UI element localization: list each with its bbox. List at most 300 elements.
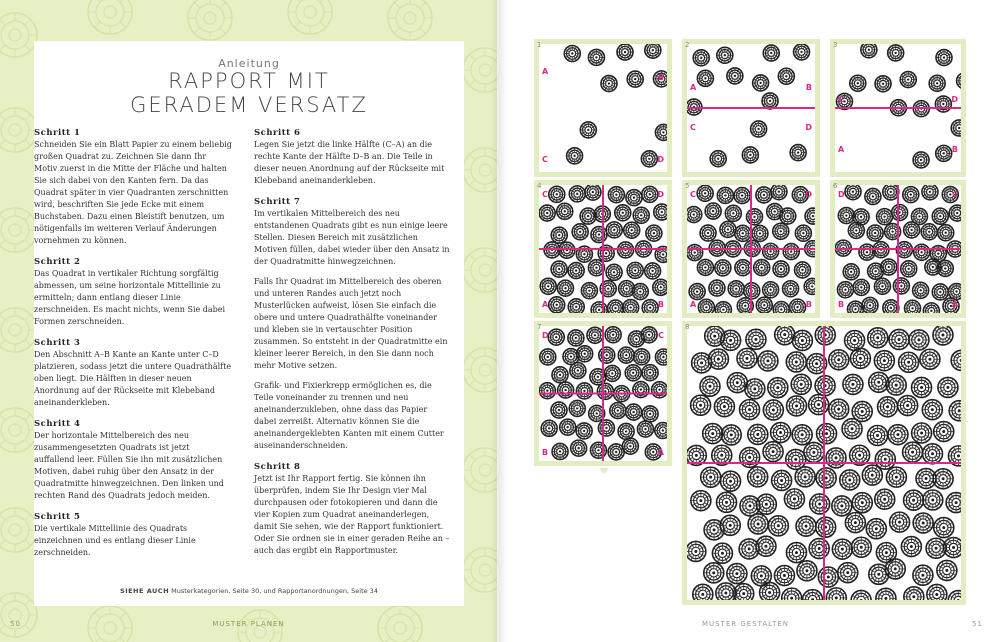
flower-motif — [845, 513, 865, 533]
flower-motif — [717, 47, 733, 63]
flower-motif — [625, 365, 641, 381]
flower-motif — [763, 442, 783, 462]
corner-label: A — [951, 300, 958, 309]
flower-motif — [900, 72, 916, 88]
step-text: Den Abschnitt A–B Kante an Kante unter C–D platzieren, sodass jetzt die untere Quadrathälfte oben liegt. Die Hälften in dieser neuen Anordnung auf der Rückseite mit Klebeband aneinanderkleben. — [34, 350, 232, 407]
corner-label: B — [805, 300, 812, 309]
flower-motif — [560, 419, 576, 435]
flower-motif — [712, 543, 732, 563]
step-text-2: Falls Ihr Quadrat im Mittelbereich des oberen und unteren Randes auch jetzt noch Musterlücken aufweist, lösen Sie einfach die obere und untere Quadrathälfte voneinander und kleben sie in vertauschter Position zusammen. So entsteht in der Quadratmitte ein kleiner leerer Bereich, in den Sie dann noch mehr Motive setzen. — [254, 277, 448, 370]
flower-motif — [714, 397, 734, 417]
instruction-card — [34, 41, 464, 606]
flower-motif — [949, 401, 961, 421]
flower-motif — [796, 516, 816, 536]
flower-motif — [645, 263, 661, 279]
flower-motif — [923, 303, 939, 313]
book-gutter — [490, 0, 508, 642]
flower-motif — [927, 584, 947, 600]
flower-motif — [901, 537, 921, 557]
flower-motif — [832, 539, 852, 559]
flower-motif — [618, 347, 634, 363]
flower-motif — [655, 349, 667, 365]
corner-label: D — [542, 331, 549, 340]
flower-motif — [817, 424, 837, 444]
flower-motif — [654, 204, 667, 220]
flower-motif — [598, 420, 614, 436]
step-text: Das Quadrat in vertikaler Richtung sorgfältig abmessen, um seine horizontale Mittellinie zu ermitteln; dann entlang dieser Linie zerschneiden. Es macht nichts, wenn Sie dabei Formen zerschneiden. — [34, 269, 226, 326]
flower-motif — [763, 400, 783, 420]
flower-motif — [704, 563, 724, 583]
flower-motif — [763, 243, 779, 259]
flower-motif — [936, 145, 952, 161]
flower-motif — [951, 350, 961, 370]
flower-motif — [847, 301, 863, 313]
corner-label: C — [690, 190, 696, 199]
flower-motif — [745, 379, 765, 399]
flower-motif — [569, 400, 585, 416]
flower-motif — [886, 375, 906, 395]
flower-motif — [567, 148, 583, 164]
step-number: 6 — [833, 182, 838, 190]
flower-motif — [746, 329, 766, 349]
right-page — [497, 0, 994, 642]
flower-motif — [874, 278, 890, 294]
flower-motif — [929, 75, 945, 91]
flower-motif — [805, 208, 815, 224]
flower-motif — [608, 300, 624, 313]
flower-motif — [818, 567, 838, 587]
flower-motif — [627, 71, 643, 87]
flower-motif — [845, 185, 861, 200]
flower-motif — [816, 468, 836, 488]
illustration-canvas — [539, 326, 667, 461]
flower-motif — [881, 259, 897, 275]
flower-motif — [932, 284, 948, 300]
flower-motif — [720, 221, 736, 237]
flower-motif — [913, 513, 933, 533]
flower-motif — [624, 222, 640, 238]
flower-motif — [715, 302, 731, 313]
flower-motif — [786, 543, 806, 563]
step-illustration-5 — [682, 180, 820, 318]
flower-motif — [774, 566, 794, 586]
flower-motif — [642, 300, 658, 313]
flower-motif — [710, 151, 726, 167]
flower-motif — [641, 151, 657, 167]
flower-motif — [784, 489, 804, 509]
flower-motif — [792, 330, 812, 350]
corner-label: C — [542, 155, 548, 164]
flower-motif — [752, 225, 768, 241]
flower-motif — [869, 372, 889, 392]
flower-motif — [734, 188, 750, 204]
flower-motif — [758, 351, 778, 371]
flower-motif — [850, 348, 870, 368]
pattern-svg — [539, 44, 667, 172]
flower-motif — [816, 517, 836, 537]
flower-motif — [627, 262, 643, 278]
step-2 — [34, 256, 232, 328]
flower-motif — [791, 374, 811, 394]
flower-motif — [740, 447, 760, 467]
flower-motif — [920, 349, 940, 369]
flower-motif — [773, 261, 789, 277]
flower-motif — [803, 590, 823, 600]
step-illustration-7 — [534, 321, 672, 466]
flower-motif — [904, 222, 920, 238]
flower-motif — [653, 279, 667, 295]
step-text-3: Grafik- und Fixierkrepp ermöglichen es, die Teile voneinander zu trennen und neu aneinanderzukleben, ohne dass das Papier dabei zerreißt. Alternativ können Sie die aneinandergeklebten Kanten mit einem Cutter auseinanderschneiden. — [254, 381, 444, 450]
flower-motif — [551, 261, 567, 277]
flower-motif — [837, 282, 853, 298]
step-illustration-1 — [534, 39, 672, 177]
step-text: Im vertikalen Mittelbereich des neu entstandenen Quadrats gibt es nun einige leere Stellen. Diesen Bereich mit zusätzlichen Motiven füllen, dabei wieder über den Ansatz in der Quadratmitte hinwegzeichnen. — [254, 209, 450, 266]
flower-motif — [734, 584, 754, 600]
flower-motif — [874, 351, 894, 371]
step-6 — [254, 127, 452, 187]
corner-label: A — [690, 83, 697, 92]
step-illustration-8 — [682, 321, 966, 605]
flower-motif — [642, 186, 658, 202]
step-text: Legen Sie jetzt die linke Hälfte (C–A) an die rechte Kante der Hälfte D–B an. Die Teile in dieser neuen Anordnung auf der Rückseite mit Klebeband aneinanderkleben. — [254, 140, 445, 185]
flower-motif — [909, 330, 929, 350]
step-text: Jetzt ist Ihr Rapport fertig. Sie können ihn überprüfen, indem Sie Ihr Design vier Mal durchpausen oder fotokopieren und dann die vier Kopien zum Quadrat aneinanderlegen, damit Sie sehen, wie der Rapport funktioniert. Oder Sie ordnen sie in einer geraden Reihe an – auch das ergibt ein Rapportmuster. — [254, 474, 450, 555]
corner-label: C — [658, 331, 664, 340]
flower-motif — [697, 70, 713, 86]
flower-motif — [838, 563, 858, 583]
corner-label: B — [657, 73, 664, 82]
flower-motif — [608, 187, 624, 203]
corner-label: D — [805, 190, 812, 199]
pattern-svg — [539, 185, 667, 313]
corner-label: B — [542, 448, 549, 457]
flower-motif — [763, 45, 779, 61]
flower-motif — [691, 395, 711, 415]
corner-label: A — [542, 300, 549, 309]
flower-motif — [923, 490, 943, 510]
flower-motif — [646, 225, 662, 241]
corner-label: D — [657, 190, 664, 199]
flower-motif — [876, 588, 896, 600]
flower-motif — [848, 222, 864, 238]
flower-motif — [742, 147, 758, 163]
flower-motif — [957, 73, 961, 89]
corner-label: A — [690, 300, 697, 309]
flower-motif — [868, 328, 888, 348]
step-number: 8 — [685, 323, 690, 331]
flower-motif — [888, 425, 908, 445]
flower-motif — [737, 348, 757, 368]
page-number-left: 50 — [10, 620, 21, 628]
flower-motif — [875, 489, 895, 509]
flower-motif — [687, 207, 702, 223]
flower-motif — [557, 203, 573, 219]
flower-motif — [934, 422, 954, 442]
page-number-right: 51 — [972, 620, 983, 628]
flower-motif — [922, 185, 938, 200]
flower-motif — [618, 423, 634, 439]
flower-motif — [938, 377, 958, 397]
flower-motif — [615, 205, 631, 221]
flower-motif — [747, 209, 763, 225]
flower-motif — [778, 68, 794, 84]
instructions-column-1 — [34, 127, 232, 568]
flower-motif — [901, 261, 917, 277]
flower-motif — [548, 329, 564, 345]
flower-motif — [591, 302, 607, 313]
flower-motif — [771, 423, 791, 443]
flower-motif — [790, 145, 806, 161]
corner-label: B — [951, 145, 958, 154]
flower-motif — [951, 120, 961, 136]
step-number: 3 — [833, 41, 838, 49]
flower-motif — [599, 347, 615, 363]
flower-motif — [655, 422, 667, 438]
flower-motif — [605, 327, 621, 343]
corner-label: D — [657, 155, 664, 164]
flower-motif — [826, 588, 846, 600]
flower-motif — [568, 263, 584, 279]
step-heading: Schritt 5 — [34, 512, 81, 522]
flower-motif — [541, 420, 557, 436]
flower-motif — [705, 203, 721, 219]
flower-motif — [888, 45, 904, 61]
step-4 — [34, 418, 232, 502]
flower-motif — [889, 329, 909, 349]
flower-motif — [883, 300, 899, 313]
section-name-left: MUSTER PLANEN — [212, 620, 285, 628]
step-number: 1 — [537, 41, 542, 49]
flower-motif — [843, 264, 859, 280]
flower-motif — [748, 424, 768, 444]
flower-motif — [570, 363, 586, 379]
flower-motif — [912, 377, 932, 397]
flower-motif — [727, 564, 747, 584]
flower-motif — [689, 284, 705, 300]
flower-motif — [581, 283, 597, 299]
flower-motif — [748, 467, 768, 487]
pattern-svg — [687, 44, 815, 172]
flower-motif — [810, 494, 830, 514]
step-illustration-4 — [534, 180, 672, 318]
flower-motif — [756, 187, 772, 203]
flower-motif — [727, 68, 743, 84]
step-heading: Schritt 8 — [254, 462, 301, 472]
flower-motif — [642, 406, 658, 422]
flower-motif — [852, 493, 872, 513]
flower-motif — [753, 75, 769, 91]
flower-motif — [936, 50, 952, 66]
step-illustration-2 — [682, 39, 820, 177]
step-5 — [34, 511, 232, 559]
flower-motif — [892, 204, 908, 220]
flower-motif — [610, 403, 626, 419]
illustration-canvas — [687, 185, 815, 313]
flower-motif — [923, 444, 943, 464]
flower-motif — [913, 282, 929, 298]
flower-motif — [557, 280, 573, 296]
flower-motif — [642, 365, 658, 381]
flower-motif — [697, 259, 713, 275]
illustration-canvas — [539, 44, 667, 172]
flower-motif — [937, 260, 953, 276]
step-7 — [254, 196, 452, 452]
corner-label: C — [542, 190, 548, 199]
step-number: 4 — [537, 182, 542, 190]
flower-motif — [552, 443, 568, 459]
flower-motif — [572, 224, 588, 240]
pattern-svg — [687, 185, 815, 313]
flower-motif — [645, 44, 661, 58]
flower-motif — [700, 225, 716, 241]
flower-motif — [763, 282, 779, 298]
flower-motif — [877, 209, 893, 225]
flower-motif — [843, 374, 863, 394]
flower-motif — [861, 44, 877, 58]
page-title — [34, 69, 464, 117]
flower-motif — [540, 278, 556, 294]
illustration-canvas — [687, 44, 815, 172]
flower-motif — [949, 205, 961, 221]
flower-motif — [933, 326, 953, 345]
pattern-svg — [835, 44, 961, 172]
flower-motif — [850, 75, 866, 91]
flower-motif — [598, 245, 614, 261]
flower-motif — [815, 376, 835, 396]
flower-motif — [634, 349, 650, 365]
flower-motif — [735, 260, 751, 276]
step-text: Der horizontale Mittelbereich des neu zusammengesetzten Quadrats ist jetzt auffallend leer. Füllen Sie ihn mit zusätzlichen Motiven, dabei ruhig über den Ansatz in der Quadratmitte hinwegzeichnen. Den linken und rechten Rand des Quadrats jedoch meiden. — [34, 431, 224, 500]
flower-motif — [840, 470, 860, 490]
flower-motif — [886, 467, 906, 487]
flower-motif — [559, 242, 575, 258]
flower-motif — [735, 225, 751, 241]
flower-motif — [867, 225, 883, 241]
flower-motif — [829, 399, 849, 419]
flower-motif — [904, 490, 924, 510]
flower-motif — [905, 300, 921, 313]
flower-motif — [577, 346, 593, 362]
flower-motif — [912, 423, 932, 443]
step-8 — [254, 461, 452, 557]
flower-motif — [728, 281, 744, 297]
flower-motif — [809, 539, 829, 559]
flower-motif — [862, 297, 878, 313]
step-heading: Schritt 6 — [254, 128, 301, 138]
flower-motif — [551, 227, 567, 243]
flower-motif — [851, 537, 871, 557]
flower-motif — [862, 465, 882, 485]
flower-motif — [700, 376, 720, 396]
flower-motif — [893, 278, 909, 294]
flower-motif — [804, 442, 824, 462]
flower-motif — [698, 299, 714, 313]
illustration-canvas — [835, 185, 961, 313]
flower-motif — [633, 382, 649, 398]
flower-motif — [623, 300, 639, 313]
corner-label: B — [838, 300, 845, 309]
instructions-column-2 — [254, 127, 452, 566]
flower-motif — [626, 190, 642, 206]
flower-motif — [606, 264, 622, 280]
flower-motif — [944, 538, 961, 558]
flower-motif — [756, 536, 776, 556]
flower-motif — [932, 208, 948, 224]
flower-motif — [898, 396, 918, 416]
corner-label: A — [657, 448, 664, 457]
flower-motif — [948, 591, 961, 600]
flower-motif — [687, 541, 706, 561]
flower-motif — [845, 331, 865, 351]
flower-motif — [782, 588, 802, 600]
flower-motif — [721, 471, 741, 491]
flower-motif — [787, 396, 807, 416]
flower-motif — [691, 491, 711, 511]
corner-label: A — [542, 67, 549, 76]
flower-motif — [933, 469, 953, 489]
flower-motif — [725, 205, 741, 221]
flower-motif — [597, 383, 613, 399]
flower-motif — [748, 514, 768, 534]
flower-motif — [571, 440, 587, 456]
flower-motif — [641, 327, 657, 343]
flower-motif — [687, 245, 703, 261]
flower-motif — [771, 185, 787, 200]
flower-motif — [568, 299, 584, 313]
flower-motif — [768, 516, 788, 536]
flower-motif — [903, 187, 919, 203]
pattern-svg — [539, 326, 667, 461]
flower-motif — [604, 365, 620, 381]
flower-motif — [903, 442, 923, 462]
corner-label: C — [838, 95, 844, 104]
flower-motif — [797, 561, 817, 581]
flower-motif — [935, 96, 951, 112]
flower-motif — [783, 244, 799, 260]
flower-motif — [842, 419, 862, 439]
flower-motif — [878, 397, 898, 417]
step-illustration-6 — [830, 180, 966, 318]
corner-label: D — [951, 95, 958, 104]
flower-motif — [580, 122, 596, 138]
flower-motif — [617, 44, 633, 60]
flower-motif — [838, 208, 854, 224]
corner-label: C — [690, 123, 696, 132]
flower-motif — [708, 349, 728, 369]
title-line-2: GERADEM VERSATZ — [130, 93, 368, 117]
flower-motif — [693, 584, 713, 600]
flower-motif — [717, 187, 733, 203]
flower-motif — [703, 424, 723, 444]
step-number: 5 — [685, 182, 690, 190]
flower-motif — [786, 352, 806, 372]
flower-motif — [576, 383, 592, 399]
flower-motif — [946, 493, 961, 513]
flower-motif — [937, 560, 957, 580]
flower-motif — [626, 404, 642, 420]
step-illustration-3 — [830, 39, 966, 177]
flower-motif — [549, 186, 565, 202]
title-line-1: RAPPORT MIT — [168, 69, 330, 93]
down-arrow-icon — [599, 468, 609, 474]
step-number: 2 — [685, 41, 690, 49]
see-also-text: Musterkategorien, Seite 30, und Rapportanordnungen, Seite 34 — [171, 587, 378, 595]
flower-motif — [539, 205, 555, 221]
flower-motif — [922, 400, 942, 420]
flower-motif — [815, 326, 835, 345]
flower-motif — [539, 383, 555, 399]
flower-motif — [949, 284, 961, 300]
